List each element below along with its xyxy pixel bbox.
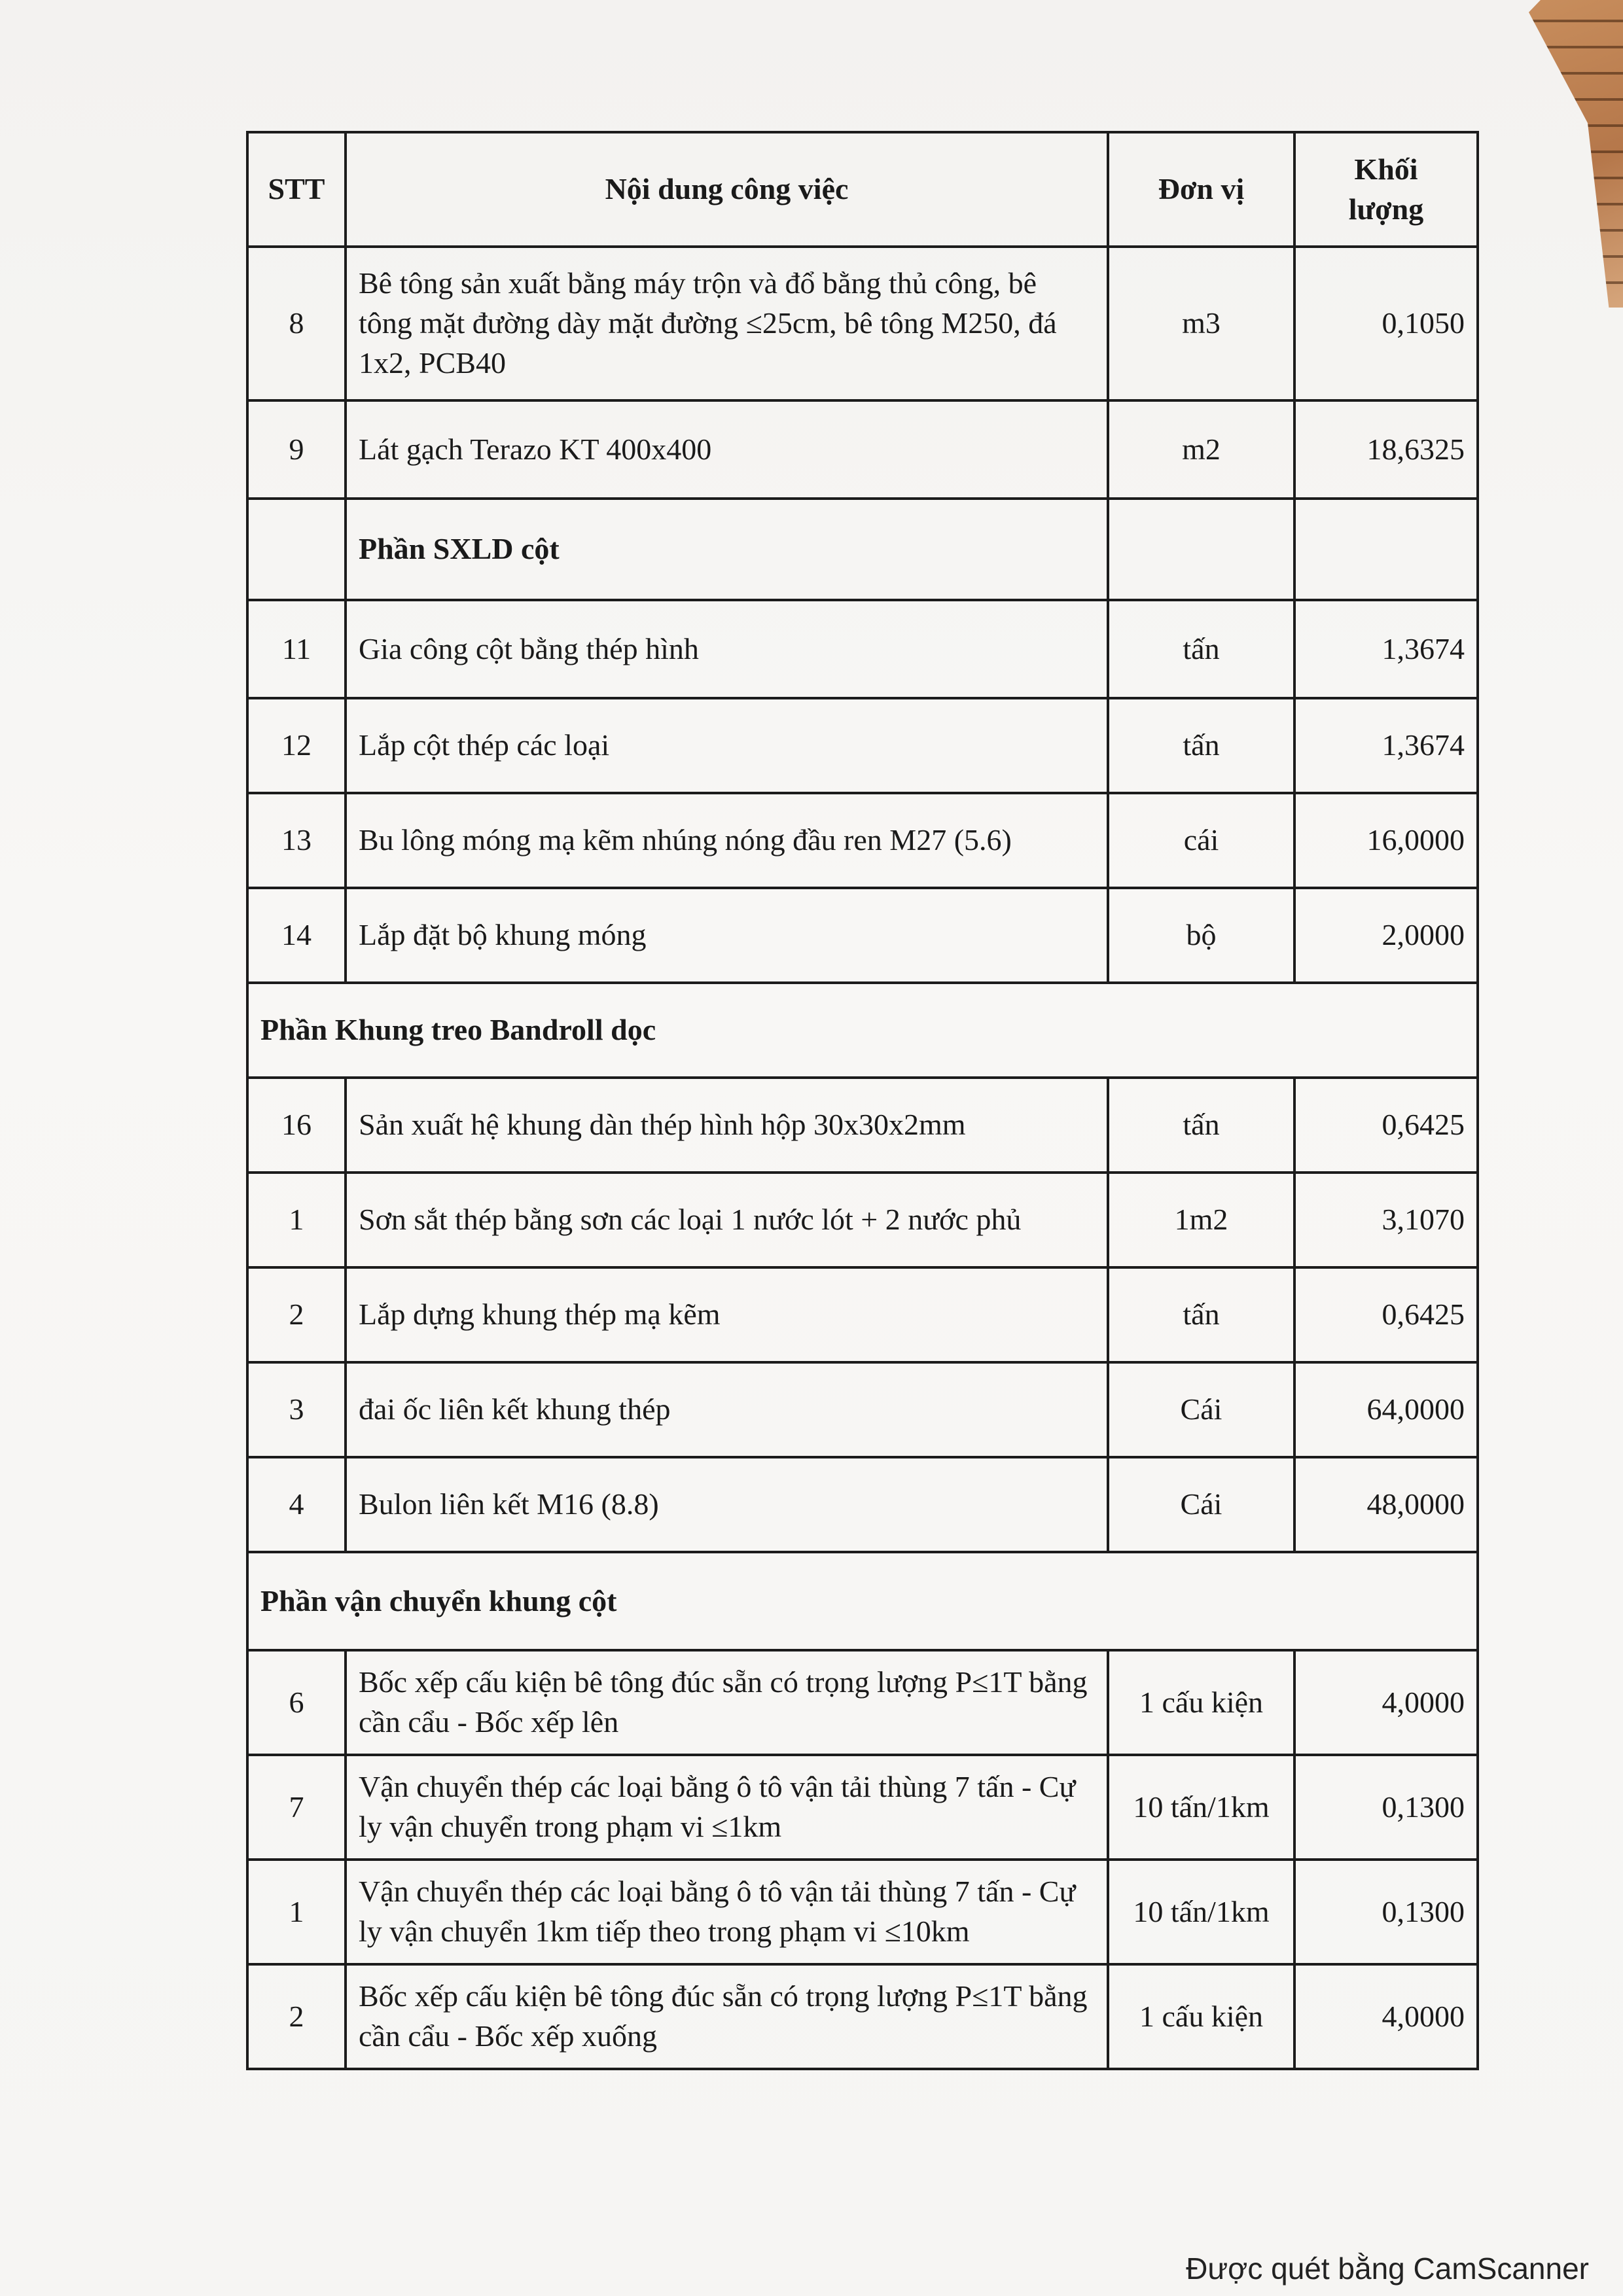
table-row (247, 600, 1478, 698)
row-unit-empty (1108, 499, 1294, 600)
row-unit: tấn (1108, 698, 1294, 793)
row-stt: 1 (247, 1173, 346, 1267)
row-unit: m3 (1108, 247, 1294, 400)
table-row (247, 1362, 1478, 1457)
row-unit: 1 cấu kiện (1108, 1964, 1294, 2069)
row-stt: 14 (247, 888, 346, 983)
table-row (247, 1650, 1478, 1755)
row-unit: Cái (1108, 1362, 1294, 1457)
row-unit: cái (1108, 793, 1294, 888)
header-stt: STT (247, 132, 346, 247)
row-qty: 4,0000 (1294, 1964, 1478, 2069)
table-row (247, 1964, 1478, 2069)
row-stt: 13 (247, 793, 346, 888)
row-stt: 2 (247, 1964, 346, 2069)
row-stt: 4 (247, 1457, 346, 1552)
row-qty: 0,6425 (1294, 1267, 1478, 1362)
row-stt: 6 (247, 1650, 346, 1755)
row-qty: 3,1070 (1294, 1173, 1478, 1267)
table-row (247, 400, 1478, 499)
row-content: Bê tông sản xuất bằng máy trộn và đổ bằng thủ công, bê tông mặt đường dày mặt đường ≤25cm, bê tông M250, đá 1x2, PCB40 (346, 247, 1108, 400)
table-row (247, 1457, 1478, 1552)
row-qty: 0,6425 (1294, 1078, 1478, 1173)
row-unit: 10 tấn/1km (1108, 1755, 1294, 1860)
row-stt: 1 (247, 1860, 346, 1964)
row-content: Sản xuất hệ khung dàn thép hình hộp 30x30x2mm (346, 1078, 1108, 1173)
row-unit: tấn (1108, 600, 1294, 698)
table-row (247, 698, 1478, 793)
row-content: Bulon liên kết M16 (8.8) (346, 1457, 1108, 1552)
row-unit: Cái (1108, 1457, 1294, 1552)
row-stt: 8 (247, 247, 346, 400)
header-qty (1294, 132, 1478, 247)
row-qty: 48,0000 (1294, 1457, 1478, 1552)
row-unit: m2 (1108, 400, 1294, 499)
row-content: Sơn sắt thép bằng sơn các loại 1 nước lót + 2 nước phủ (346, 1173, 1108, 1267)
row-unit: 10 tấn/1km (1108, 1860, 1294, 1964)
camscanner-footer: Được quét bằng CamScanner (1186, 2252, 1589, 2286)
row-content: Gia công cột bằng thép hình (346, 600, 1108, 698)
row-content: Vận chuyển thép các loại bằng ô tô vận tải thùng 7 tấn - Cự ly vận chuyển 1km tiếp theo trong phạm vi ≤10km (346, 1860, 1108, 1964)
row-qty: 1,3674 (1294, 600, 1478, 698)
row-unit: tấn (1108, 1078, 1294, 1173)
row-stt: 11 (247, 600, 346, 698)
row-unit: bộ (1108, 888, 1294, 983)
row-qty: 0,1300 (1294, 1860, 1478, 1964)
row-stt: 9 (247, 400, 346, 499)
table-row (247, 1173, 1478, 1267)
work-volume-table (246, 131, 1479, 2070)
row-qty-empty (1294, 499, 1478, 600)
table-row (247, 1860, 1478, 1964)
table-row (247, 1755, 1478, 1860)
row-qty: 16,0000 (1294, 793, 1478, 888)
row-content: Lắp cột thép các loại (346, 698, 1108, 793)
row-unit: tấn (1108, 1267, 1294, 1362)
row-content: Lát gạch Terazo KT 400x400 (346, 400, 1108, 499)
row-qty: 18,6325 (1294, 400, 1478, 499)
row-content: Vận chuyển thép các loại bằng ô tô vận tải thùng 7 tấn - Cự ly vận chuyển trong phạm vi ≤1km (346, 1755, 1108, 1860)
row-content: Bốc xếp cấu kiện bê tông đúc sẵn có trọng lượng P≤1T bằng cần cẩu - Bốc xếp lên (346, 1650, 1108, 1755)
row-unit: 1 cấu kiện (1108, 1650, 1294, 1755)
header-unit: Đơn vị (1108, 132, 1294, 247)
row-stt: 12 (247, 698, 346, 793)
row-content: Lắp đặt bộ khung móng (346, 888, 1108, 983)
table-row (247, 1078, 1478, 1173)
row-content: đai ốc liên kết khung thép (346, 1362, 1108, 1457)
section-row-transport (247, 1552, 1478, 1650)
table-header-row (247, 132, 1478, 247)
header-qty-line2: lượng (1348, 192, 1424, 226)
row-content: Lắp dựng khung thép mạ kẽm (346, 1267, 1108, 1362)
row-qty: 1,3674 (1294, 698, 1478, 793)
row-qty: 4,0000 (1294, 1650, 1478, 1755)
row-content: Bu lông móng mạ kẽm nhúng nóng đầu ren M27 (5.6) (346, 793, 1108, 888)
header-qty-line1: Khối (1354, 152, 1418, 186)
row-content: Bốc xếp cấu kiện bê tông đúc sẵn có trọng lượng P≤1T bằng cần cẩu - Bốc xếp xuống (346, 1964, 1108, 2069)
row-qty: 0,1300 (1294, 1755, 1478, 1860)
table-row (247, 793, 1478, 888)
section-row-bandroll (247, 983, 1478, 1078)
row-stt: 16 (247, 1078, 346, 1173)
table-row (247, 247, 1478, 400)
row-stt: 2 (247, 1267, 346, 1362)
section-row-cot (247, 499, 1478, 600)
section-title-cot: Phần SXLD cột (346, 499, 1108, 600)
row-qty: 2,0000 (1294, 888, 1478, 983)
row-stt-empty (247, 499, 346, 600)
row-qty: 64,0000 (1294, 1362, 1478, 1457)
table-row (247, 1267, 1478, 1362)
row-stt: 3 (247, 1362, 346, 1457)
section-title-transport: Phần vận chuyển khung cột (247, 1552, 1478, 1650)
header-content: Nội dung công việc (346, 132, 1108, 247)
row-qty: 0,1050 (1294, 247, 1478, 400)
table-row (247, 888, 1478, 983)
row-unit: 1m2 (1108, 1173, 1294, 1267)
row-stt: 7 (247, 1755, 346, 1860)
section-title-bandroll: Phần Khung treo Bandroll dọc (247, 983, 1478, 1078)
